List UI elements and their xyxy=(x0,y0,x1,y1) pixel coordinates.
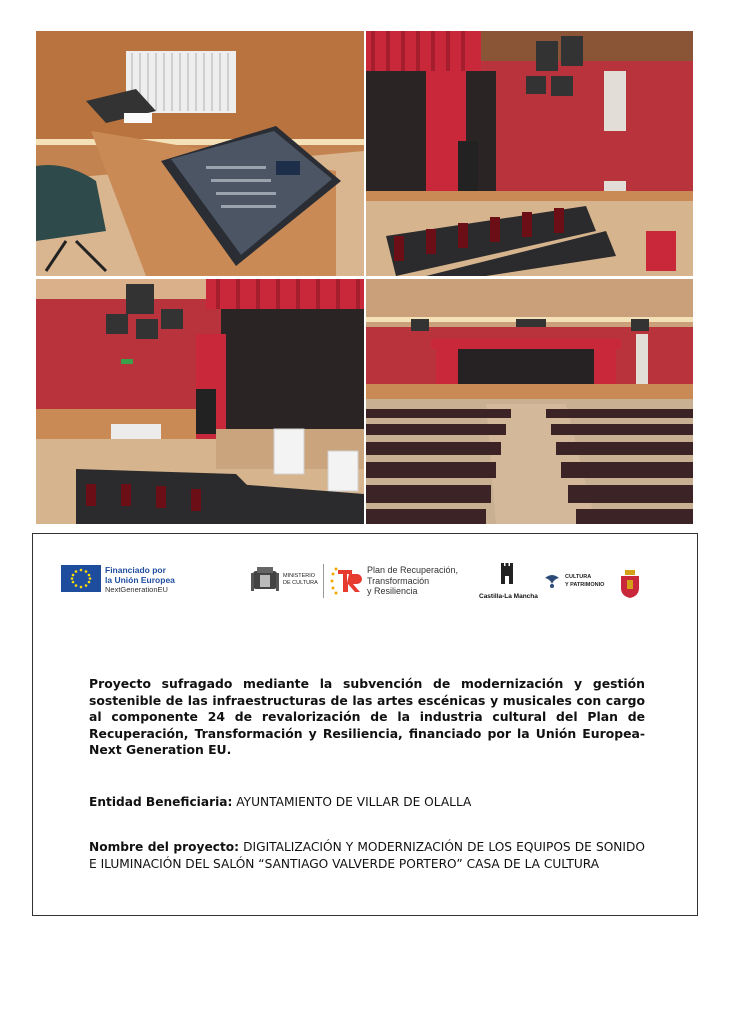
ministerio-line-1: MINISTERIO xyxy=(283,573,316,579)
entidad-value: AYUNTAMIENTO DE VILLAR DE OLALLA xyxy=(232,795,472,809)
proyecto-label: Nombre del proyecto: xyxy=(89,840,240,854)
ministerio-line-2: DE CULTURA xyxy=(283,580,318,586)
castle-seal-icon xyxy=(499,562,515,586)
castilla-la-mancha-logo xyxy=(479,562,538,602)
photo-stage-lighting xyxy=(36,279,364,524)
project-description: Proyecto sufragado mediante la subvención de modernización y gestión sostenible de las infraestructuras de las artes escénicas y musicales con cargo al componente 24 de revalorización de la industria cultural del Plan de Recuperación, Transformación y Resiliencia, financiado por la Unión Europea-Next Generation EU. xyxy=(89,676,645,757)
photo-auditorium-stage xyxy=(366,31,693,276)
ministerio-text xyxy=(283,573,318,587)
tr-mark-icon xyxy=(329,564,365,598)
plan-line-2: Transformación xyxy=(367,575,430,586)
nombre-proyecto xyxy=(89,839,645,873)
villar-de-olalla-crest xyxy=(620,570,640,598)
eu-line-1: Financiado por xyxy=(105,565,166,575)
cyp-line-1: CULTURA xyxy=(565,574,592,580)
photo-auditorium-seating xyxy=(366,279,693,524)
plan-line-1: Plan de Recuperación, xyxy=(367,565,459,575)
stage-lighting-image xyxy=(36,279,364,524)
cultura-patrimonio-logo xyxy=(543,570,617,594)
municipal-shield-icon xyxy=(620,570,640,598)
photo-mixing-console xyxy=(36,31,364,276)
funding-logos xyxy=(33,534,697,634)
auditorium-seating-image xyxy=(366,279,693,524)
entidad-beneficiaria xyxy=(89,794,645,810)
cyp-line-2: Y PATRIMONIO xyxy=(565,582,605,588)
proyecto-value: DIGITALIZACIÓN Y MODERNIZACIÓN DE LOS EQUIPOS DE SONIDO E ILUMINACIÓN DEL SALÓN “SANTIAGO VALVERDE PORTERO” CASA DE LA CULTURA xyxy=(89,840,645,871)
logo-divider xyxy=(323,564,324,598)
plan-line-3: y Resiliencia xyxy=(367,586,418,596)
ministerio-cultura-logo xyxy=(251,563,319,599)
bird-emblem-icon xyxy=(543,570,561,590)
entidad-label: Entidad Beneficiaria: xyxy=(89,795,233,809)
spain-crest-icon xyxy=(251,565,279,595)
eu-line-3: NextGenerationEU xyxy=(105,585,168,594)
cultura-patrimonio-text xyxy=(565,573,604,589)
plan-text xyxy=(367,565,458,597)
castilla-text: Castilla-La Mancha xyxy=(479,593,538,600)
eu-funding-text xyxy=(105,565,175,595)
eu-line-2: la Unión Europea xyxy=(105,575,175,585)
eu-flag-icon xyxy=(61,565,101,592)
info-box xyxy=(32,533,698,916)
mixing-console-image xyxy=(36,31,364,276)
plan-recuperacion-logo xyxy=(329,564,479,600)
auditorium-stage-image xyxy=(366,31,693,276)
